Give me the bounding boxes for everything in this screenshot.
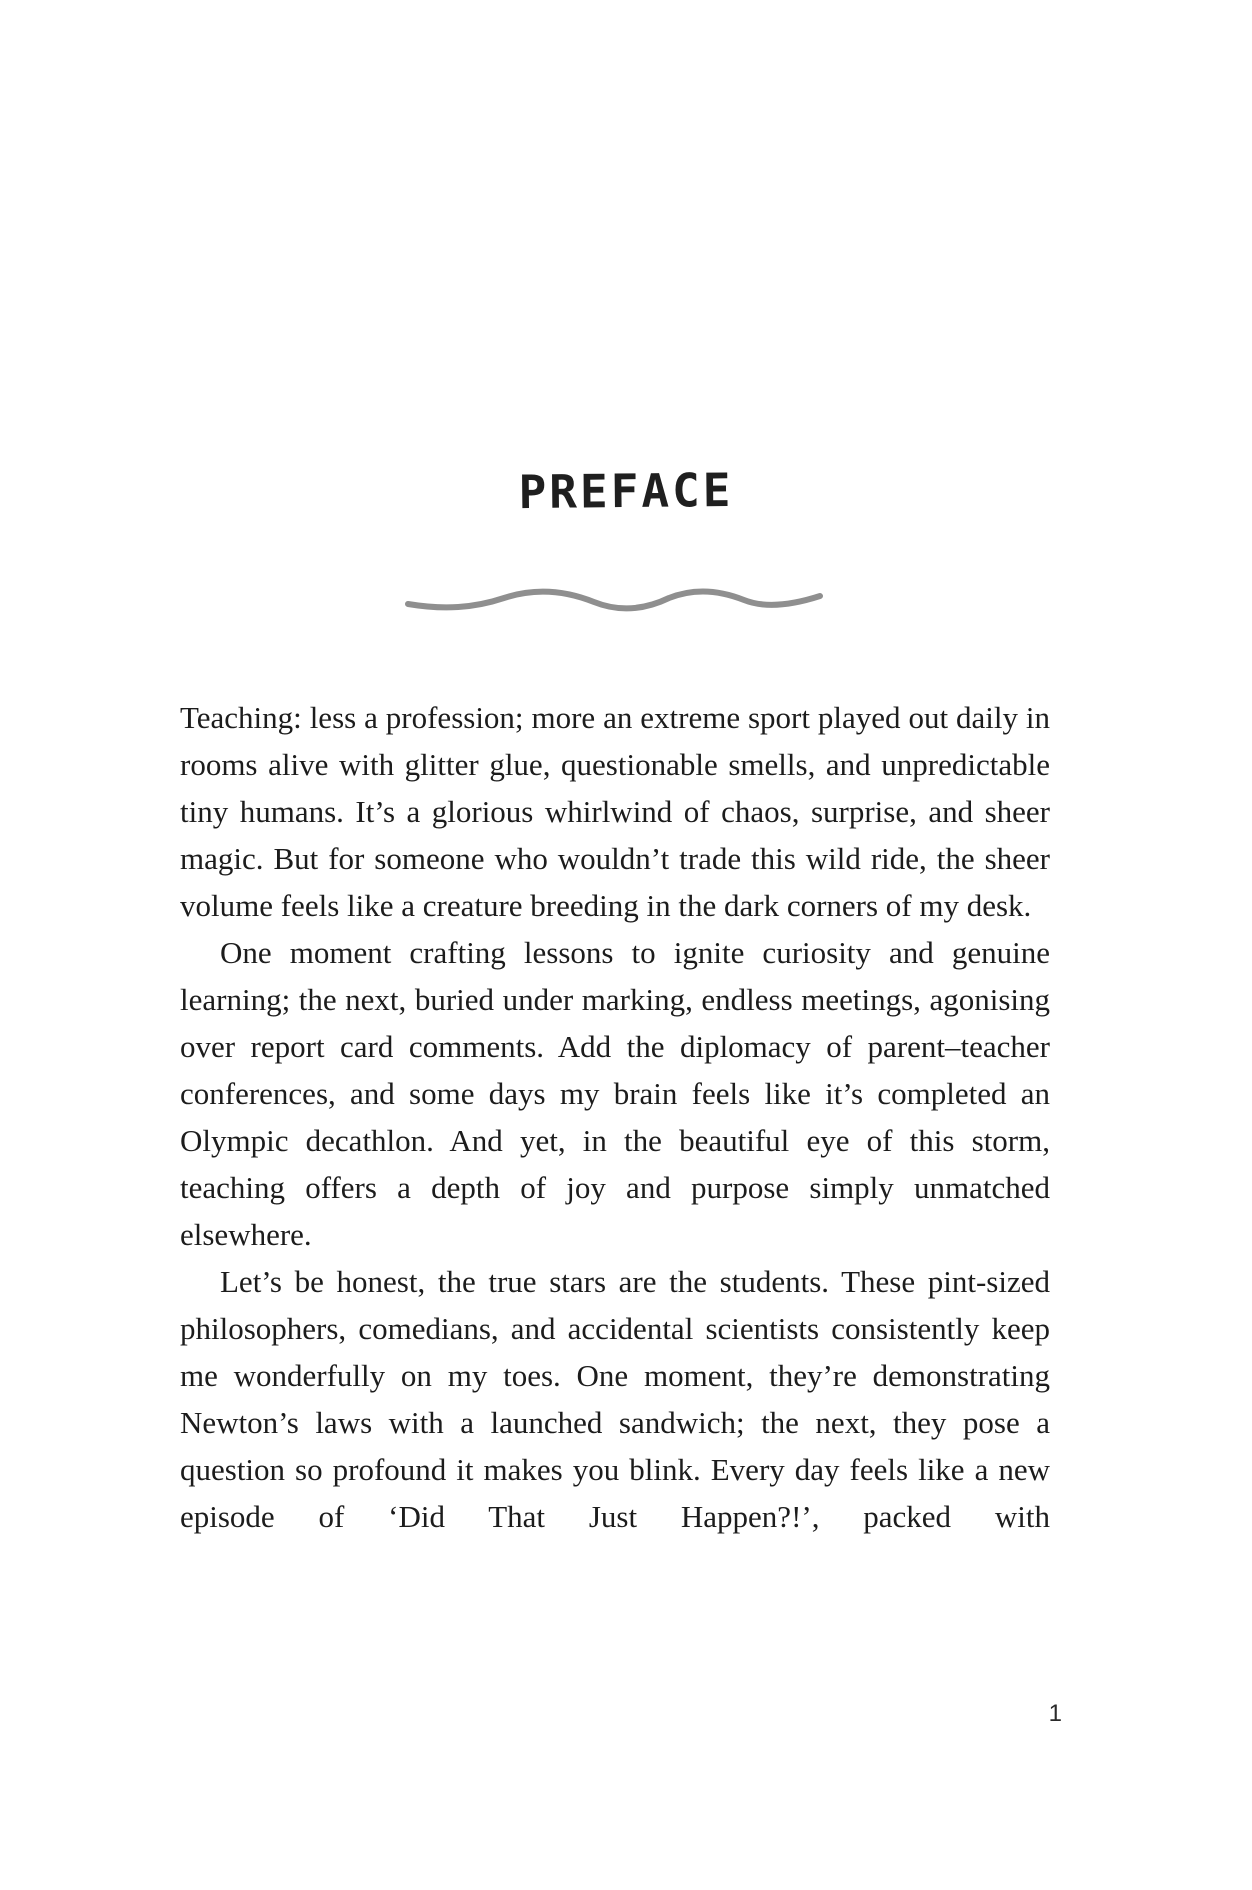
wavy-divider-icon: [404, 582, 824, 618]
chapter-title: PREFACE: [518, 462, 734, 520]
paragraph-3: Let’s be honest, the true stars are the students. These pint-sized philosophers, comedians, and accidental scientists consistently keep me wonderfully on my toes. One moment, they’re demonstrating Newton’s laws with a launched sandwich; the next, they pose a question so profound it makes you blink. Every day feels like a new episode of ‘Did That Just Happen?!’, packed with: [180, 1264, 1050, 1534]
body-text: [180, 694, 1050, 1540]
paragraph-2: One moment crafting lessons to ignite curiosity and genuine learning; the next, buried under marking, endless meetings, agonising over report card comments. Add the diplomacy of parent–teacher conferences, and some days my brain feels like it’s completed an Olympic decathlon. And yet, in the beautiful eye of this storm, teaching offers a depth of joy and purpose simply unmatched elsewhere.: [180, 935, 1050, 1252]
paragraph-1: Teaching: less a profession; more an extreme sport played out daily in rooms alive with glitter glue, questionable smells, and unpredictable tiny humans. It’s a glorious whirlwind of chaos, surprise, and sheer magic. But for someone who wouldn’t trade this wild ride, the sheer volume feels like a creature breeding in the dark corners of my desk.: [180, 700, 1050, 923]
page-number: 1: [1048, 1700, 1062, 1727]
